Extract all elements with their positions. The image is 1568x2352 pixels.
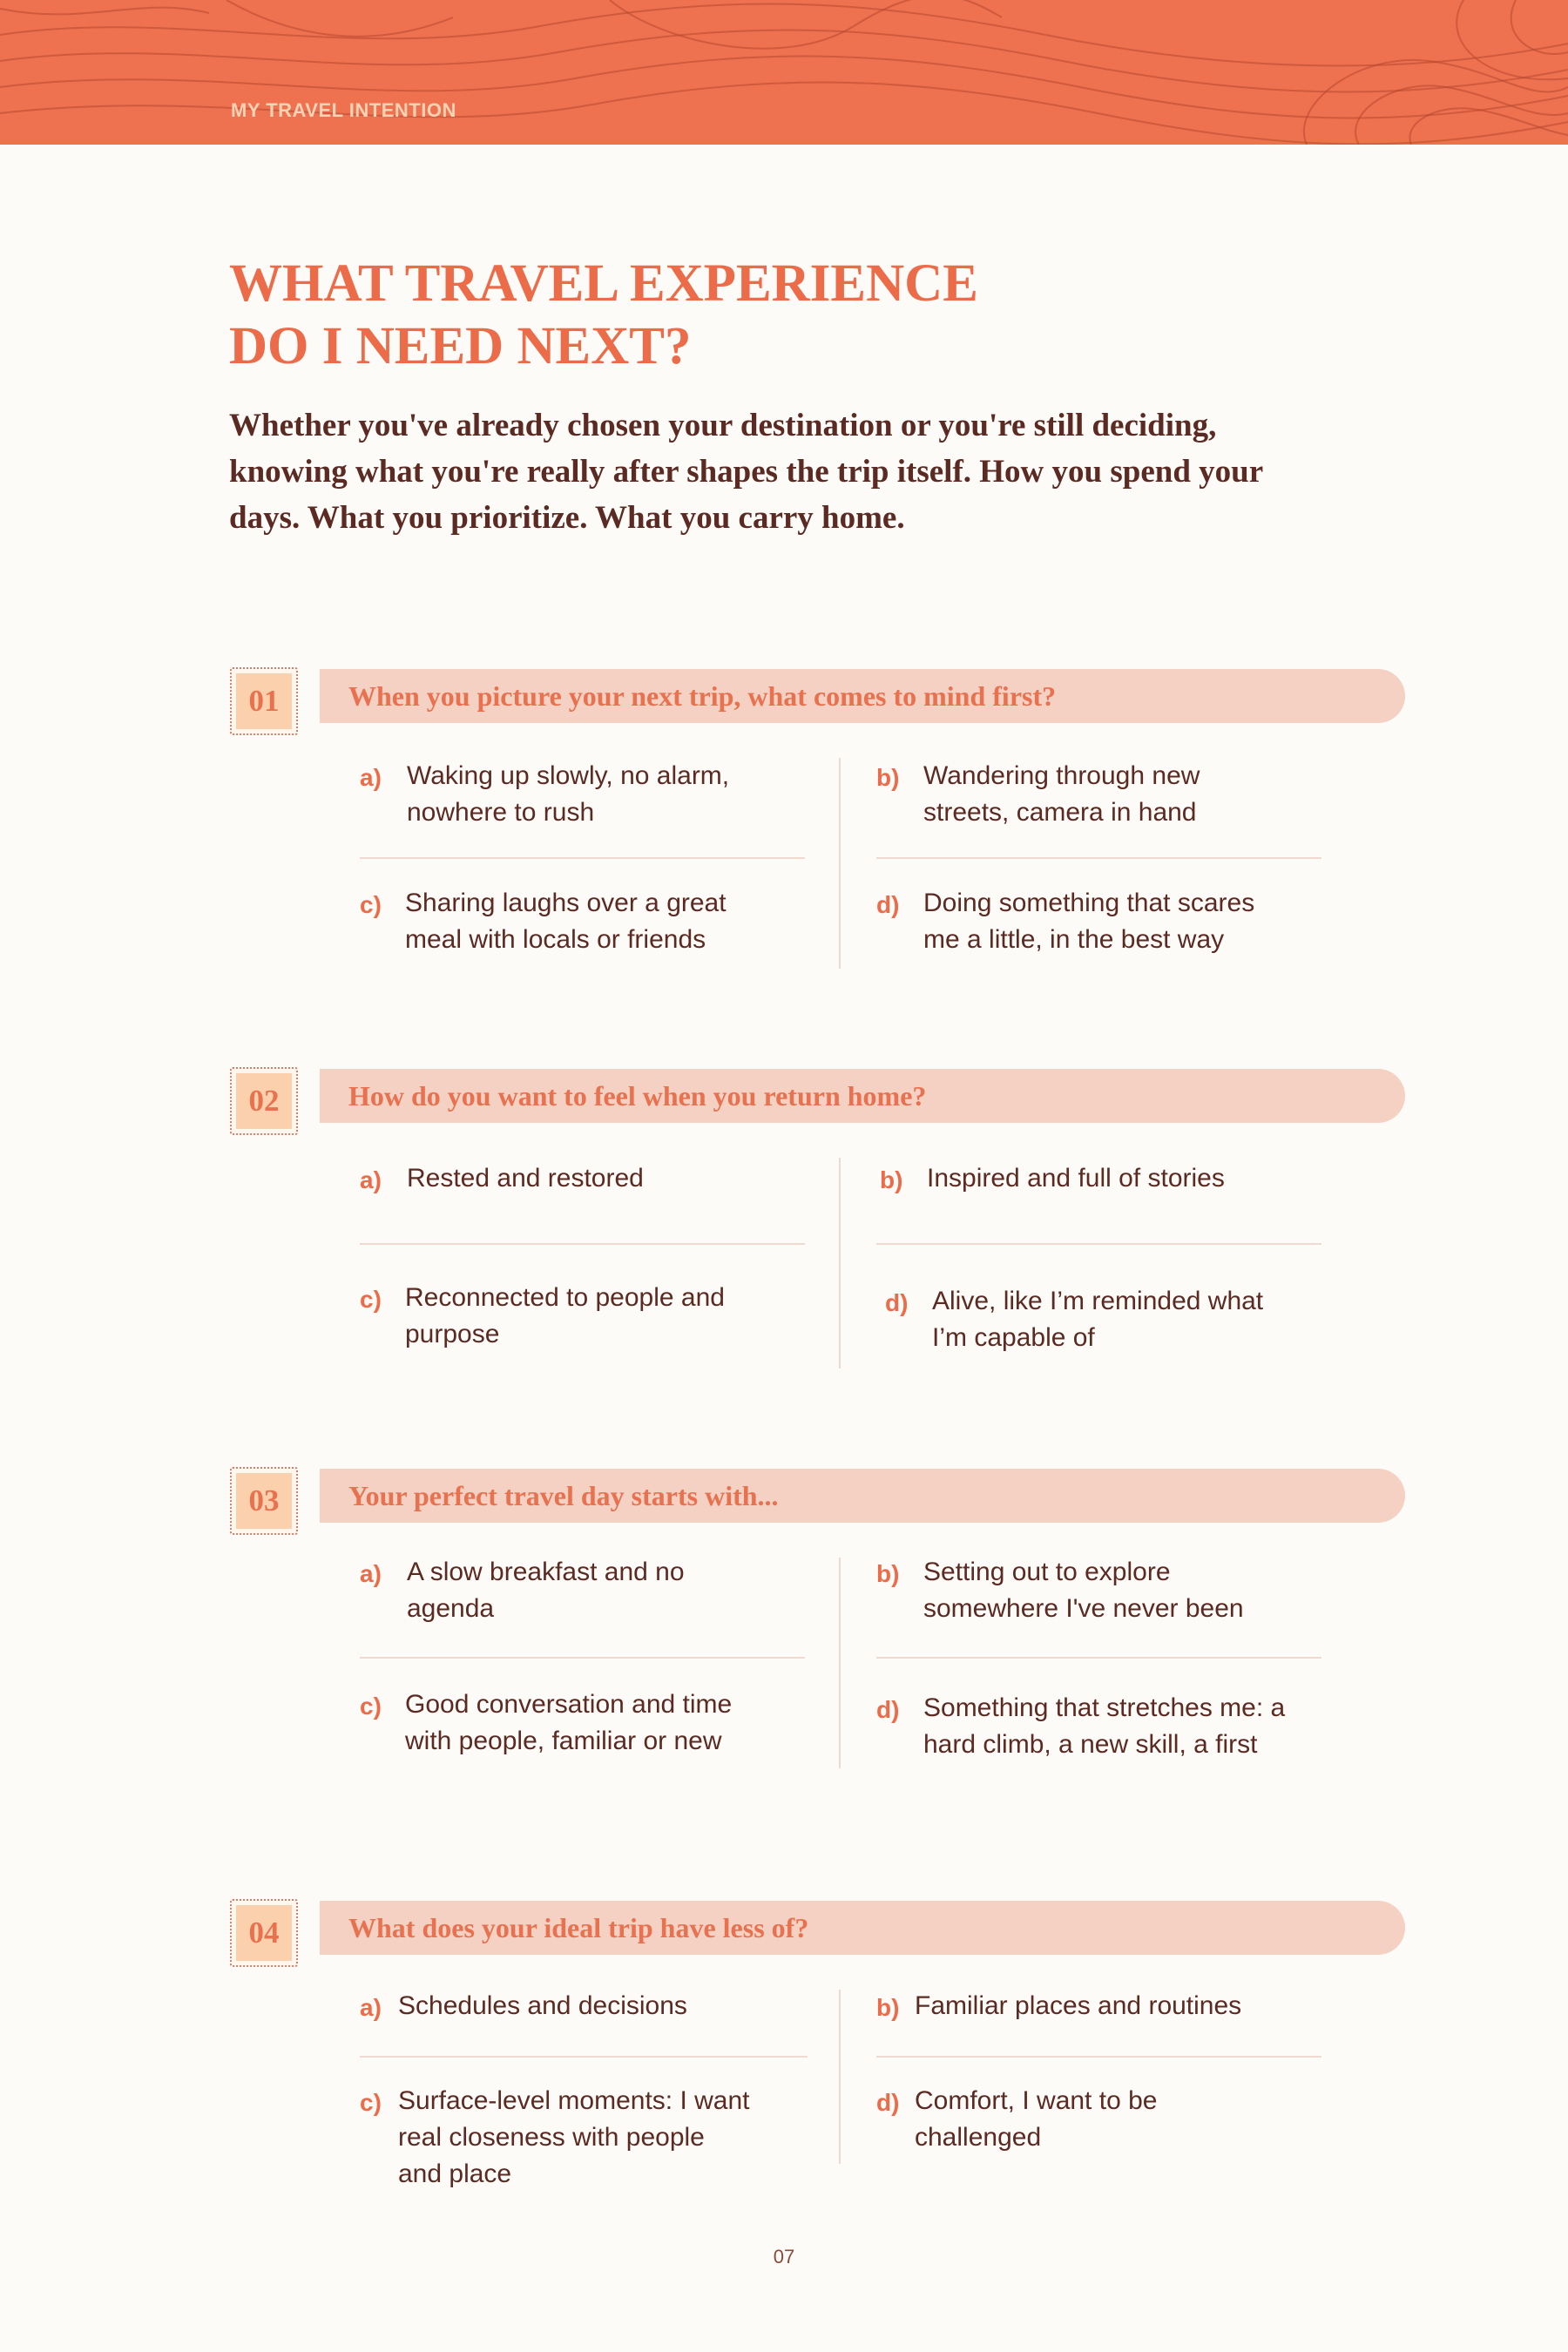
page-number: 07 bbox=[773, 2246, 795, 2268]
question-block-2 bbox=[0, 1067, 1568, 1433]
option-text: Surface-level moments: I want real closeness with people and place bbox=[398, 2086, 750, 2188]
option-divider bbox=[876, 857, 1321, 859]
question-text: Your perfect travel day starts with... bbox=[348, 1480, 779, 1511]
option-text: Alive, like I’m reminded what I’m capable of bbox=[932, 1287, 1264, 1352]
option-letter: d) bbox=[885, 1289, 909, 1316]
question-number: 01 bbox=[236, 673, 292, 729]
question-block-4 bbox=[0, 1899, 1568, 2265]
option-letter: d) bbox=[876, 1696, 900, 1723]
option-c[interactable] bbox=[360, 1280, 725, 1353]
option-text: Schedules and decisions bbox=[398, 1991, 687, 2020]
option-text: A slow breakfast and no agenda bbox=[407, 1558, 685, 1623]
option-divider bbox=[360, 2056, 808, 2058]
option-d[interactable] bbox=[876, 885, 1254, 958]
intro-paragraph: Whether you've already chosen your destination or you're still deciding, knowing what you're really after shapes the trip itself. How you spend your days. What you prioritize. What you carry home. bbox=[229, 408, 1263, 536]
option-text: Wandering through new streets, camera in hand bbox=[923, 761, 1200, 827]
question-number-badge bbox=[230, 1067, 298, 1135]
page-title-line-1: WHAT TRAVEL EXPERIENCE bbox=[229, 254, 978, 313]
option-divider bbox=[360, 1243, 805, 1245]
option-letter: b) bbox=[876, 764, 900, 791]
option-divider-vertical bbox=[839, 758, 841, 969]
option-text: Good conversation and time with people, familiar or new bbox=[405, 1690, 733, 1755]
option-divider bbox=[876, 1657, 1321, 1659]
question-banner bbox=[320, 669, 1405, 723]
option-letter: d) bbox=[876, 2089, 900, 2116]
option-letter: c) bbox=[360, 1693, 382, 1720]
option-divider-vertical bbox=[839, 1158, 841, 1369]
option-letter: c) bbox=[360, 891, 382, 918]
option-c[interactable] bbox=[360, 1686, 732, 1760]
option-letter: b) bbox=[876, 1560, 900, 1587]
question-banner bbox=[320, 1469, 1405, 1523]
question-block-1 bbox=[0, 667, 1568, 1033]
option-divider-vertical bbox=[839, 1558, 841, 1768]
option-text: Doing something that scares me a little, in the best way bbox=[923, 889, 1255, 954]
question-number-badge bbox=[230, 1899, 298, 1967]
option-divider bbox=[360, 1657, 805, 1659]
question-block-3 bbox=[0, 1467, 1568, 1833]
option-c[interactable] bbox=[360, 2083, 750, 2193]
option-divider bbox=[876, 1243, 1321, 1245]
question-banner bbox=[320, 1069, 1405, 1123]
option-text: Something that stretches me: a hard climb, a new skill, a first bbox=[923, 1693, 1286, 1759]
option-a[interactable] bbox=[360, 1554, 685, 1627]
option-d[interactable] bbox=[876, 2083, 1157, 2156]
option-letter: c) bbox=[360, 2089, 382, 2116]
option-text: Waking up slowly, no alarm, nowhere to rush bbox=[407, 761, 730, 827]
option-text: Rested and restored bbox=[407, 1164, 644, 1193]
option-letter: c) bbox=[360, 1286, 382, 1313]
option-a[interactable] bbox=[360, 758, 729, 831]
question-number: 04 bbox=[236, 1905, 292, 1961]
question-text: When you picture your next trip, what comes to mind first? bbox=[348, 680, 1057, 712]
option-text: Reconnected to people and purpose bbox=[405, 1283, 725, 1348]
option-b[interactable] bbox=[876, 1554, 1244, 1627]
question-banner bbox=[320, 1901, 1405, 1955]
header-label: MY TRAVEL INTENTION bbox=[231, 99, 456, 121]
option-divider bbox=[360, 857, 805, 859]
option-letter: a) bbox=[360, 764, 382, 791]
option-divider-vertical bbox=[839, 1990, 841, 2164]
option-c[interactable] bbox=[360, 885, 727, 958]
option-d[interactable] bbox=[876, 1690, 1285, 1763]
page-title bbox=[229, 253, 1362, 378]
option-letter: b) bbox=[880, 1166, 903, 1193]
question-text: What does your ideal trip have less of? bbox=[348, 1912, 809, 1943]
option-letter: a) bbox=[360, 1166, 382, 1193]
question-text: How do you want to feel when you return home? bbox=[348, 1080, 927, 1112]
option-text: Inspired and full of stories bbox=[927, 1164, 1225, 1193]
option-b[interactable] bbox=[876, 758, 1200, 831]
option-text: Sharing laughs over a great meal with locals or friends bbox=[405, 889, 727, 954]
option-letter: a) bbox=[360, 1560, 382, 1587]
option-text: Comfort, I want to be challenged bbox=[915, 2086, 1158, 2152]
question-number: 03 bbox=[236, 1473, 292, 1529]
question-number: 02 bbox=[236, 1073, 292, 1129]
topographic-pattern bbox=[0, 0, 1568, 145]
option-text: Familiar places and routines bbox=[915, 1991, 1242, 2020]
option-letter: b) bbox=[876, 1994, 900, 2021]
question-number-badge bbox=[230, 667, 298, 735]
page-title-line-2: DO I NEED NEXT? bbox=[229, 316, 692, 375]
question-number-badge bbox=[230, 1467, 298, 1535]
option-d[interactable] bbox=[885, 1283, 1263, 1356]
option-letter: d) bbox=[876, 891, 900, 918]
option-a[interactable] bbox=[360, 1988, 687, 2026]
option-b[interactable] bbox=[880, 1160, 1225, 1199]
option-letter: a) bbox=[360, 1994, 382, 2021]
option-b[interactable] bbox=[876, 1988, 1241, 2026]
option-text: Setting out to explore somewhere I've never been bbox=[923, 1558, 1244, 1623]
header-band bbox=[0, 0, 1568, 145]
option-divider bbox=[876, 2056, 1321, 2058]
option-a[interactable] bbox=[360, 1160, 644, 1199]
